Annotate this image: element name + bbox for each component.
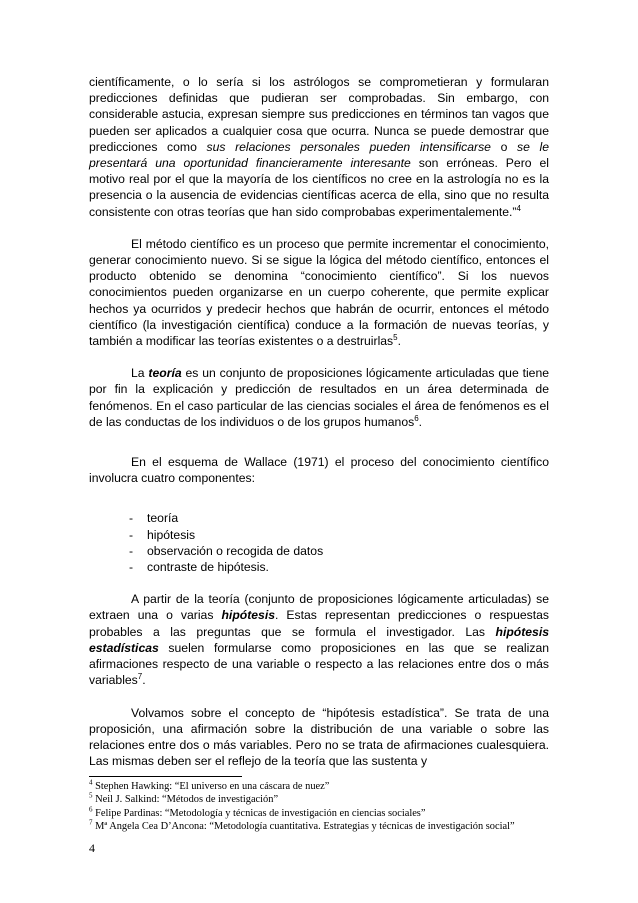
footnote-text: Stephen Hawking: “El universo en una cáscara de nuez” <box>92 781 330 792</box>
list-item-text: teoría <box>147 511 179 526</box>
footnote-ref: 4 <box>516 203 521 213</box>
footnotes <box>89 780 559 834</box>
list-item-text: contraste de hipótesis. <box>147 560 269 575</box>
bold-italic-term: teoría <box>148 366 182 381</box>
list-item-text: observación o recogida de datos <box>147 543 324 558</box>
bold-italic-term: hipótesis <box>221 608 275 623</box>
list-item-text: hipótesis <box>147 527 196 542</box>
bold-italic-term: hipótesis estadísticas <box>89 624 549 655</box>
footnote-text: Mª Angela Cea D’Ancona: “Metodología cuantitativa. Estrategias y técnicas de investigación social” <box>92 821 515 833</box>
footnote-ref: 7 <box>137 672 143 682</box>
footnote-separator <box>89 776 242 777</box>
footnote <box>89 780 559 793</box>
list-item <box>129 559 549 575</box>
footnote-number: 6 <box>89 805 93 814</box>
footnote-number: 4 <box>89 778 93 787</box>
text-run: o <box>490 139 518 154</box>
page-number: 4 <box>89 841 95 855</box>
text-run: . <box>418 414 423 429</box>
footnote-ref: 5 <box>393 332 398 342</box>
footnote <box>89 793 559 806</box>
footnote-ref: 6 <box>414 413 419 423</box>
paragraph-wallace <box>89 454 549 486</box>
text-run: es un conjunto de proposiciones lógicamente articuladas que tiene por fin la explicación y predicción de resultados en un área determinada de fenómenos. En el caso particular de las ciencias sociales el área de fenómenos es el de las conductas de los individuos o de los grupos humanos <box>89 366 549 429</box>
text-run: El método científico es un proceso que permite incrementar el conocimiento, generar conocimiento nuevo. Si se sigue la lógica del método científico, entonces el producto obtenido se denomina “conocimiento científico”. Si los nuevos conocimientos pueden organizarse en un cuerpo coherente, que permite explicar hechos ya ocurridos y predecir hechos que habrán de ocurrir, entonces el método científico (la investigación científica) conduce a la formación de nuevas teorías, y también a modificar las teorías existentes o a destruirlas <box>89 236 549 349</box>
text-run: En el esquema de Wallace (1971) el proceso del conocimiento científico involucra cuatro componentes: <box>89 455 549 486</box>
paragraph-astrology <box>89 74 549 220</box>
text-run: suelen formularse como proposiciones en las que se realizan afirmaciones respecto de una variable o respecto a las relaciones entre dos o más variables <box>89 640 549 688</box>
footnote <box>89 820 559 833</box>
dash-bullet: - <box>129 560 134 575</box>
text-run: La <box>131 366 149 381</box>
paragraph-statistical-hypothesis <box>89 705 549 770</box>
text-run: . Estas representan predicciones o respuestas probables a las preguntas que se formula el investigador. Las <box>89 608 549 639</box>
paragraph-hypothesis <box>89 591 549 688</box>
dash-bullet: - <box>129 511 134 526</box>
footnote <box>89 807 559 820</box>
footnote-text: Felipe Pardinas: “Metodología y técnicas de investigación en ciencias sociales” <box>92 807 426 819</box>
dash-bullet: - <box>129 543 134 558</box>
text-run: científicamente, o lo sería si los astrólogos se comprometieran y formularan predicciones definidas que pudieran ser comprobadas. Sin embargo, con considerable astucia, expresan siempre sus predicciones en términos tan vagos que pueden ser aplicados a cualquier cosa que ocurra. Nunca se puede demostrar que predicciones como <box>89 75 549 154</box>
dash-bullet: - <box>129 527 134 542</box>
paragraph-scientific-method <box>89 236 549 349</box>
list-item <box>129 543 549 559</box>
text-run: . <box>142 673 146 688</box>
text-run: son erróneas. Pero el motivo real por el que la mayoría de los científicos no cree en la astrología no es la presencia o la ausencia de evidencias científicas acerca de ella, sino que no resulta consistente con otras teorías que han sido comprobabas experimentalemente.” <box>89 156 549 219</box>
list-item <box>129 527 549 543</box>
paragraph-theory <box>89 365 549 430</box>
footnote-number: 5 <box>89 791 93 800</box>
page-body <box>89 74 549 769</box>
text-run: . <box>397 334 401 349</box>
footnote-number: 7 <box>89 818 93 827</box>
components-list <box>89 510 549 575</box>
italic-text: se le presentará una oportunidad financieramente interesante <box>89 139 550 171</box>
italic-text: sus relaciones personales pueden intensificarse <box>206 139 491 154</box>
text-run: Volvamos sobre el concepto de “hipótesis estadística”. Se trata de una proposición, una afirmación sobre la distribución de una variable o sobre las relaciones entre dos o más variables. Pero no se trata de afirmaciones cualesquiera. Las mismas deben ser el reflejo de la teoría que las sustenta y <box>89 705 549 769</box>
text-run: A partir de la teoría (conjunto de proposiciones lógicamente articuladas) se extraen una o varias <box>89 592 549 623</box>
list-item <box>129 510 549 526</box>
footnote-text: Neil J. Salkind: “Métodos de investigación” <box>92 794 279 806</box>
